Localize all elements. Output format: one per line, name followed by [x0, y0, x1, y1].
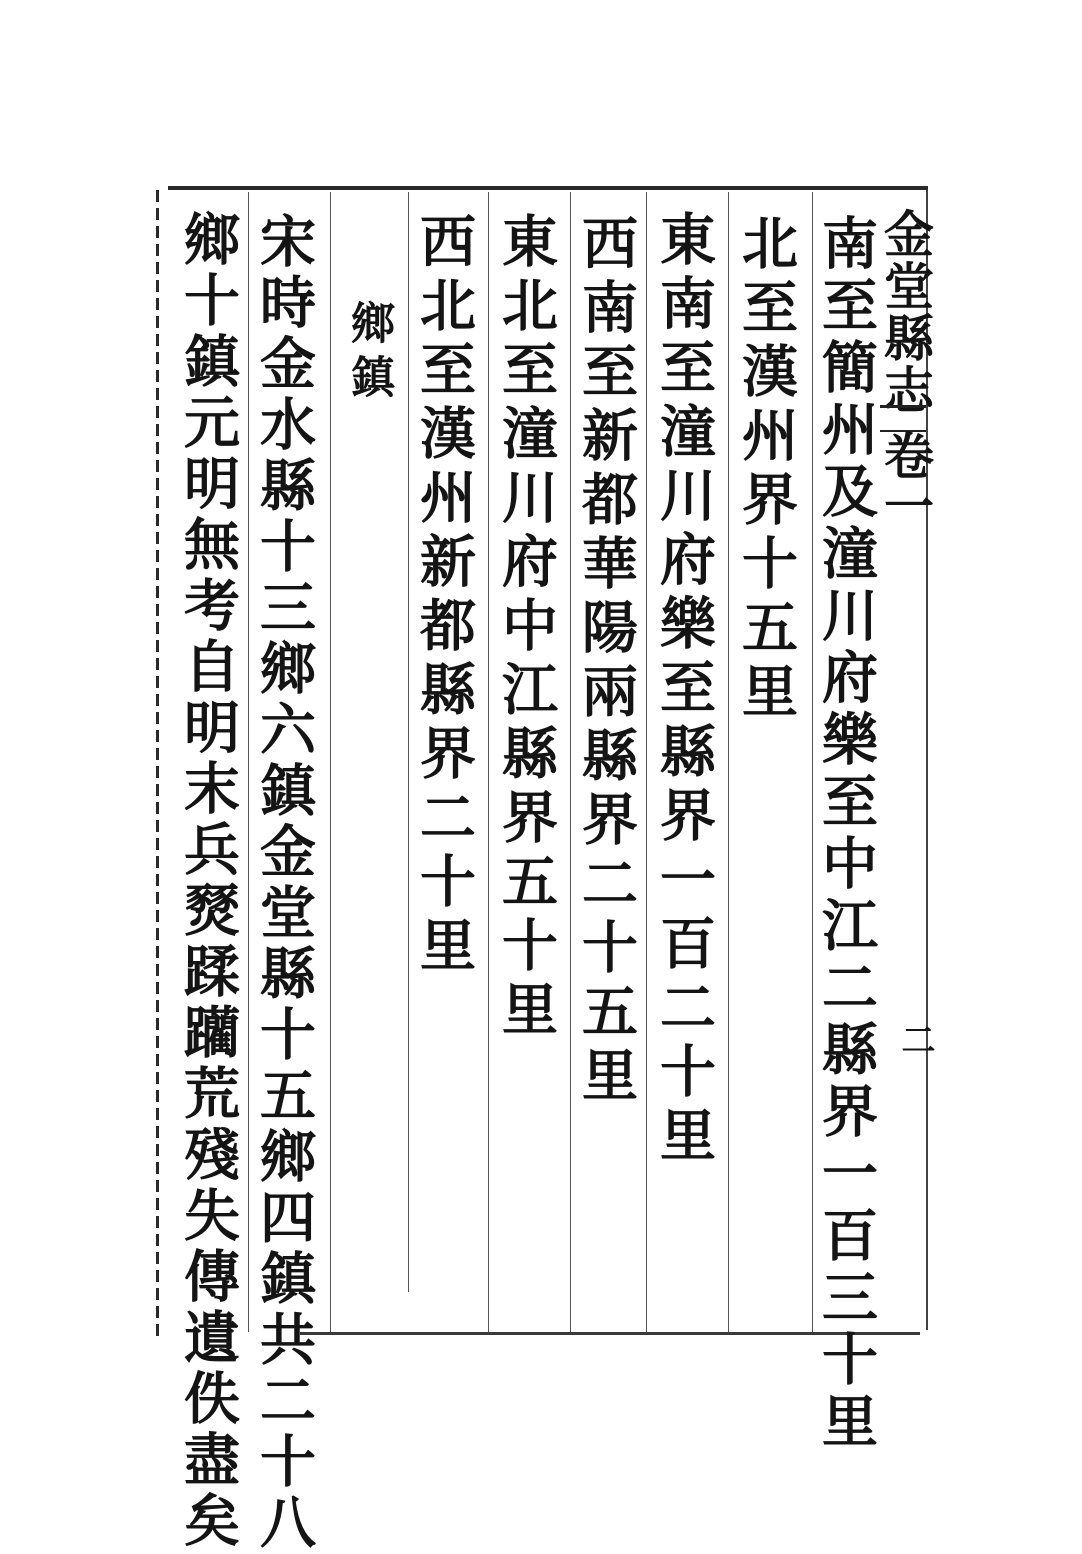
column-rule — [570, 192, 571, 1332]
text-column-8: 宋時金水縣十三鄉六鎮金堂縣十五鄉四鎮共二十八 — [251, 212, 317, 1554]
text-column-5: 東北至潼川府中江縣界五十里 — [493, 212, 559, 1044]
text-column-4: 西南至新都華陽兩縣界二十五里 — [573, 214, 639, 1110]
column-rule — [646, 192, 647, 1332]
column-rule — [728, 192, 729, 1332]
column-rule — [408, 192, 409, 1292]
column-rule — [488, 192, 489, 1332]
text-column-3: 東南至潼川府樂至縣界一百二十里 — [651, 210, 717, 1170]
top-frame-rule — [168, 186, 928, 190]
text-column-9: 鄉十鎮元明無考自明末兵燹蹂躪荒殘失傳遺佚盡矣 — [175, 210, 241, 1552]
volume-label: 卷一 — [876, 430, 935, 530]
column-rule — [330, 192, 331, 1332]
left-frame-border — [156, 190, 159, 1340]
column-rule — [248, 192, 249, 1332]
fishtail-ornament — [880, 405, 926, 432]
book-title: 金堂縣志 — [876, 208, 935, 416]
text-column-1: 南至簡州及潼川府樂至中江二縣界一百三十里 — [813, 214, 879, 1454]
section-heading-xiangzhen: 鄉鎮 — [343, 300, 394, 408]
text-column-6: 西北至漢州新都縣界二十里 — [411, 212, 477, 980]
text-column-2: 北至漢州界十五里 — [733, 214, 799, 726]
page-number: 二 — [895, 1022, 935, 1056]
